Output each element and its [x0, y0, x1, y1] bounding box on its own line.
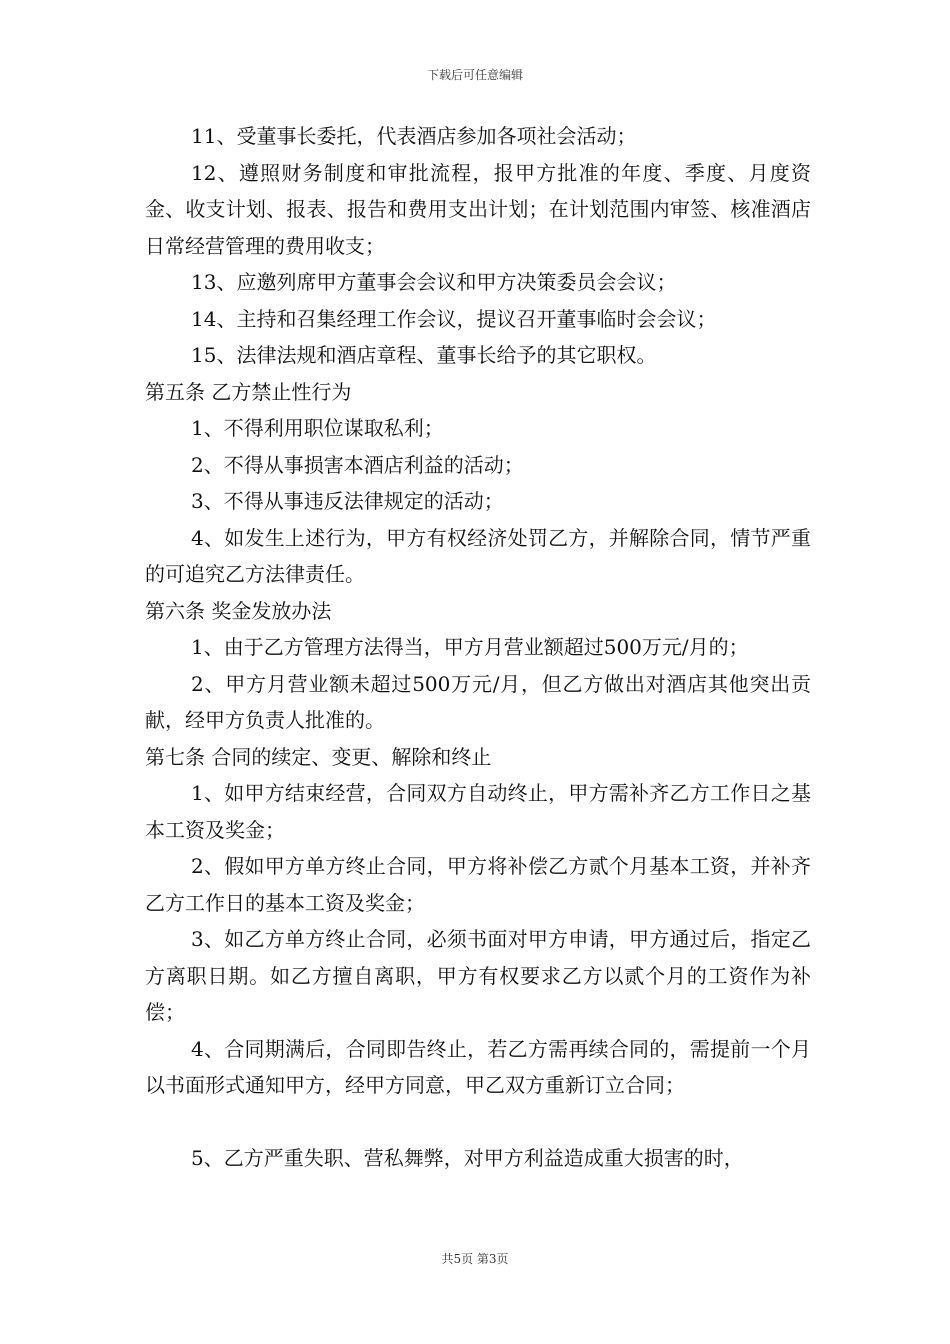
article-7-item-5: 5、乙方严重失职、营私舞弊，对甲方利益造成重大损害的时， — [191, 1145, 744, 1170]
article-6-item-1: 1、由于乙方管理方法得当，甲方月营业额超过500万元/月的； — [191, 635, 749, 659]
clause-11: 11、受董事长委托，代表酒店参加各项社会活动； — [191, 124, 637, 148]
clause-15: 15、法律法规和酒店章程、董事长给予的其它职权。 — [191, 343, 657, 367]
article-5-item-4: 4、如发生上述行为，甲方有权经济处罚乙方，并解除合同，情节严重的可追究乙方法律责任。 — [145, 525, 811, 586]
article-6-item-2: 2、甲方月营业额未超过500万元/月，但乙方做出对酒店其他突出贡献，经甲方负责人批准的。 — [145, 671, 811, 732]
article-6-heading: 第六条 奖金发放办法 — [145, 598, 332, 623]
clause-13: 13、应邀列席甲方董事会会议和甲方决策委员会会议； — [191, 270, 677, 294]
article-7-item-2: 2、假如甲方单方终止合同，甲方将补偿乙方贰个月基本工资，并补齐乙方工作日的基本工资及奖金； — [145, 854, 811, 915]
article-7-heading: 第七条 合同的续定、变更、解除和终止 — [145, 744, 492, 769]
article-5-item-3: 3、不得从事违反法律规定的活动； — [191, 489, 504, 513]
clause-14: 14、主持和召集经理工作会议，提议召开董事临时会会议； — [191, 306, 717, 331]
clause-12: 12、遵照财务制度和审批流程，报甲方批准的年度、季度、月度资金、收支计划、报表、报告和费用支出计划；在计划范围内审签、核准酒店日常经营管理的费用收支； — [145, 160, 811, 258]
article-7-item-3: 3、如乙方单方终止合同，必须书面对甲方申请，甲方通过后，指定乙方离职日期。如乙方擅自离职，甲方有权要求乙方以贰个月的工资作为补偿； — [145, 927, 811, 1024]
article-5-heading: 第五条 乙方禁止性行为 — [145, 379, 352, 404]
article-5-item-1: 1、不得利用职位谋取私利； — [191, 416, 444, 440]
article-7-item-4: 4、合同期满后，合同即告终止，若乙方需再续合同的，需提前一个月以书面形式通知甲方，经甲方同意，甲乙双方重新订立合同； — [145, 1036, 811, 1097]
document-body — [145, 118, 811, 1176]
article-5-item-2: 2、不得从事损害本酒店利益的活动； — [191, 452, 524, 477]
page-header: 下载后可任意编辑 — [426, 68, 523, 82]
page-footer: 共5页 第3页 — [441, 1252, 509, 1266]
article-7-item-1: 1、如甲方结束经营，合同双方自动终止，甲方需补齐乙方工作日之基本工资及奖金； — [145, 781, 811, 842]
